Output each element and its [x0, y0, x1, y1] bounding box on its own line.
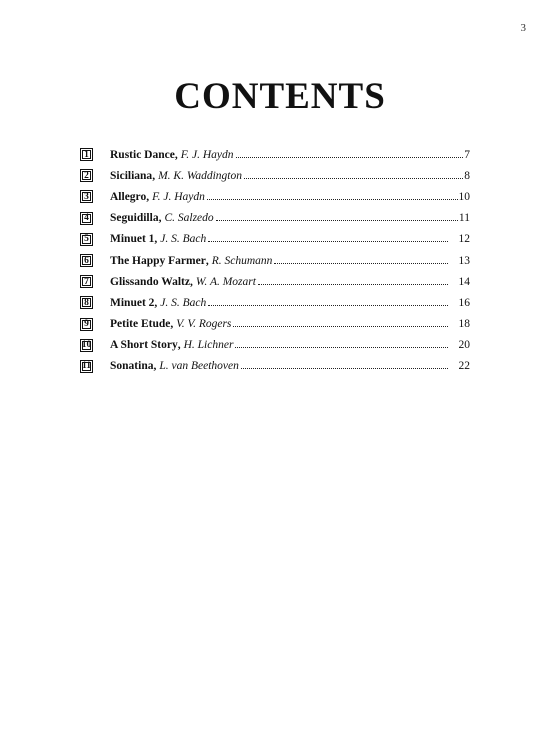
toc-entry[interactable]: [80, 271, 470, 292]
entry-number-box: 10: [81, 340, 92, 351]
entry-text: Rustic Dance , F. J. Haydn 7: [110, 148, 470, 161]
piece-title: Minuet 1: [110, 233, 155, 246]
piece-title: A Short Story: [110, 339, 178, 352]
composer-name: J. S. Bach: [160, 296, 207, 309]
piece-title: Glissando Waltz: [110, 275, 190, 288]
piece-title: Minuet 2: [110, 296, 155, 309]
page-number: 3: [520, 22, 526, 34]
dot-leader: [236, 157, 464, 158]
entry-text: Sonatina , L. van Beethoven 22: [110, 360, 470, 373]
toc-entry[interactable]: [80, 165, 470, 186]
dot-leader: [258, 284, 448, 285]
toc-entry[interactable]: [80, 292, 470, 313]
entry-text: Seguidilla , C. Salzedo 11: [110, 212, 470, 225]
page-ref: 8: [464, 169, 470, 182]
dot-leader: [274, 263, 448, 264]
dot-leader: [208, 305, 448, 306]
composer-name: J. S. Bach: [160, 233, 207, 246]
entry-number-box: 3: [80, 190, 93, 203]
composer-name: M. K. Waddington: [158, 169, 242, 182]
table-of-contents: [80, 144, 470, 377]
toc-entry[interactable]: [80, 144, 470, 165]
entry-text: Glissando Waltz , W. A. Mozart 14: [110, 275, 470, 288]
composer-name: W. A. Mozart: [195, 275, 256, 288]
dot-leader: [244, 178, 463, 179]
composer-name: C. Salzedo: [164, 212, 214, 225]
entry-text: A Short Story , H. Lichner 20: [110, 339, 470, 352]
page-ref: 11: [458, 212, 470, 225]
entry-number-box: 6: [80, 254, 93, 267]
toc-entry[interactable]: [80, 208, 470, 229]
composer-name: F. J. Haydn: [152, 190, 205, 203]
entry-text: Siciliana , M. K. Waddington 8: [110, 169, 470, 182]
page-ref: 12: [458, 233, 470, 246]
dot-leader: [235, 347, 448, 348]
entry-number-box: 4: [80, 212, 93, 225]
entry-number-box: 9: [80, 318, 93, 331]
entry-number-box: 2: [80, 169, 93, 182]
dot-leader: [208, 241, 448, 242]
composer-name: V. V. Rogers: [176, 318, 232, 331]
page-ref: 16: [458, 296, 470, 309]
toc-entry[interactable]: [80, 250, 470, 271]
entry-text: Minuet 1 , J. S. Bach 12: [110, 233, 470, 246]
page-ref: 18: [458, 318, 470, 331]
page-title: CONTENTS: [174, 76, 386, 117]
page-ref: 10: [458, 190, 470, 203]
toc-entry[interactable]: [80, 356, 470, 377]
piece-title: Rustic Dance: [110, 148, 175, 161]
entry-text: Allegro , F. J. Haydn 10: [110, 190, 470, 203]
toc-entry[interactable]: [80, 229, 470, 250]
toc-entry[interactable]: [80, 314, 470, 335]
page-ref: 20: [458, 339, 470, 352]
page-ref: 14: [458, 275, 470, 288]
entry-number-box: 8: [80, 296, 93, 309]
dot-leader: [241, 368, 448, 369]
piece-title: Sonatina: [110, 360, 154, 373]
toc-entry[interactable]: [80, 335, 470, 356]
piece-title: The Happy Farmer: [110, 254, 206, 267]
entry-text: The Happy Farmer , R. Schumann 13: [110, 254, 470, 267]
page-ref: 22: [458, 360, 470, 373]
dot-leader: [233, 326, 448, 327]
piece-title: Siciliana: [110, 169, 153, 182]
entry-number-box: 5: [80, 233, 93, 246]
entry-text: Minuet 2 , J. S. Bach 16: [110, 296, 470, 309]
entry-number-box: 11: [80, 360, 93, 373]
entry-number-box: 1: [80, 148, 93, 161]
dot-leader: [207, 199, 458, 200]
piece-title: Petite Etude: [110, 318, 171, 331]
entry-number-box: 7: [80, 275, 93, 288]
composer-name: H. Lichner: [183, 339, 234, 352]
piece-title: Allegro: [110, 190, 147, 203]
entry-text: Petite Etude , V. V. Rogers 18: [110, 318, 470, 331]
dot-leader: [216, 220, 458, 221]
page-ref: 13: [458, 254, 470, 267]
page-ref: 7: [464, 148, 470, 161]
composer-name: L. van Beethoven: [159, 360, 239, 373]
toc-entry[interactable]: [80, 186, 470, 207]
composer-name: R. Schumann: [211, 254, 273, 267]
composer-name: F. J. Haydn: [180, 148, 234, 161]
piece-title: Seguidilla: [110, 212, 159, 225]
